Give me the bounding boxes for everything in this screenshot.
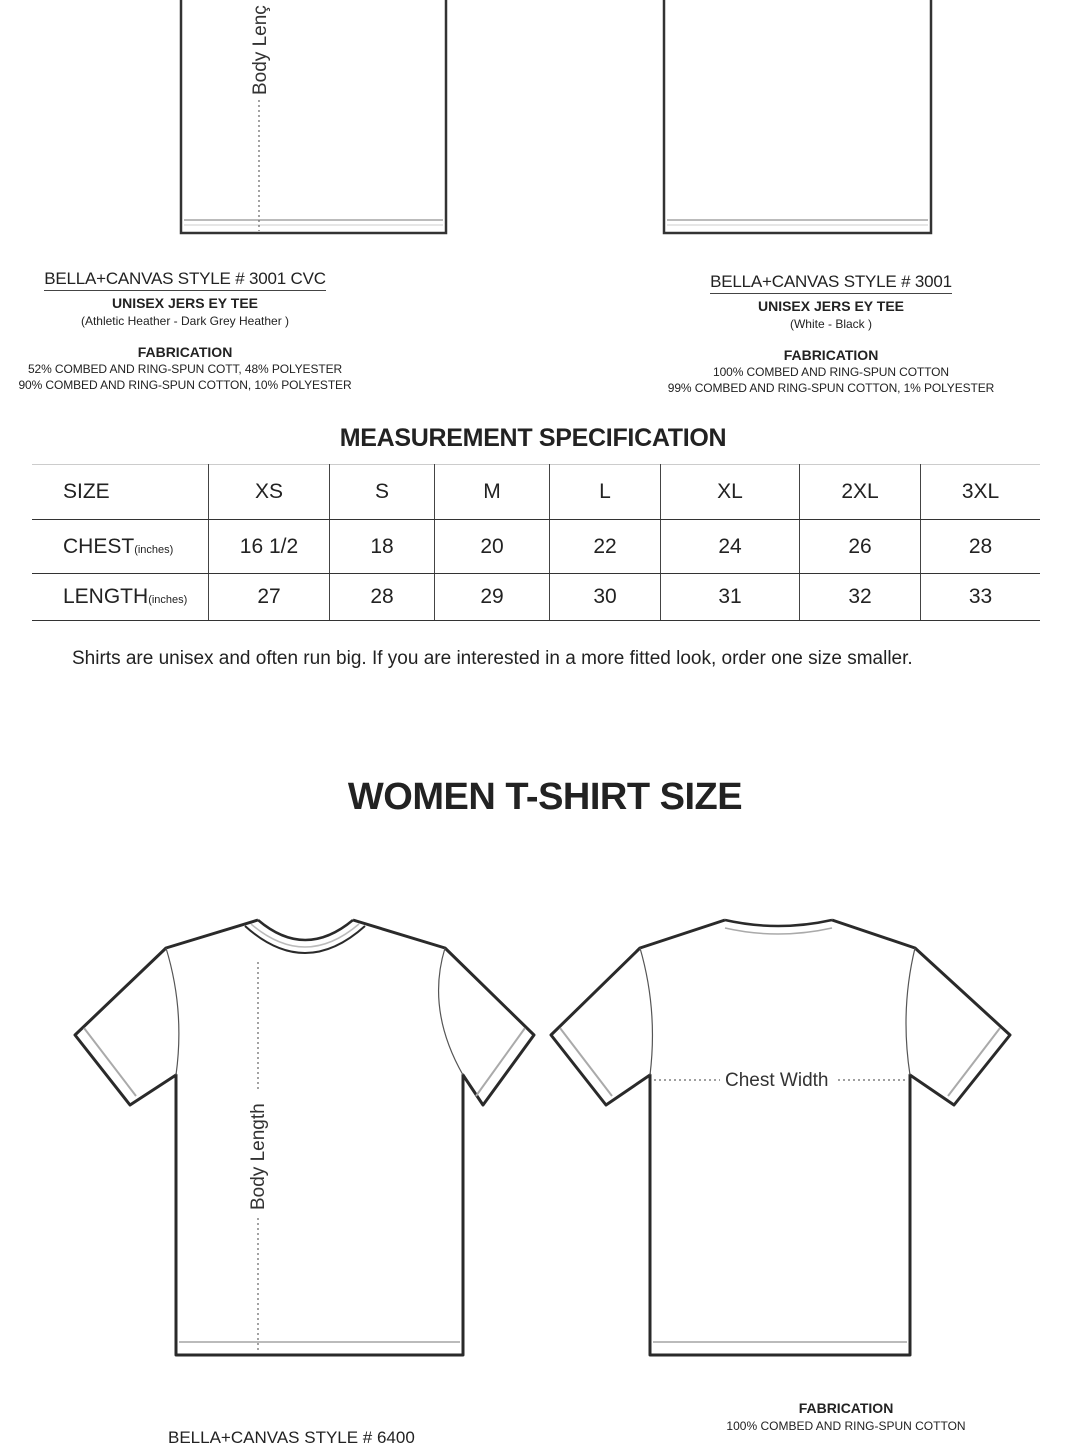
style-right-title: BELLA+CANVAS STYLE # 3001 [710,272,952,294]
style-left-fabrication-title: FABRICATION [137,344,233,360]
women-fabrication-title: FABRICATION [798,1400,894,1416]
length-label: LENGTH [63,585,149,608]
top-right-shirt-drawing [0,0,1080,250]
length-cell: 29 [435,574,550,621]
women-fabrication-line: 100% COMBED AND RING-SPUN COTTON [726,1419,966,1433]
length-row-label [32,574,209,621]
chest-row-label [32,520,209,574]
style-left-colors: (Athletic Heather - Dark Grey Heather ) [80,314,290,328]
length-cell: 32 [800,574,921,621]
measurement-spec-title: MEASUREMENT SPECIFICATION [339,424,727,452]
length-cell: 30 [550,574,661,621]
chest-unit: (inches) [134,543,174,556]
women-back-shirt-drawing [0,900,1080,1370]
chest-label: CHEST [63,534,135,558]
style-left-fabrication-line: 90% COMBED AND RING-SPUN COTTON, 10% POLYESTER [18,378,352,392]
chest-cell: 22 [550,520,661,574]
style-left-title: BELLA+CANVAS STYLE # 3001 CVC [44,269,326,291]
size-cell: S [330,465,435,520]
chest-cell: 24 [661,520,800,574]
length-unit: (inches) [148,594,188,606]
chest-cell: 28 [921,520,1041,574]
size-cell: 2XL [800,465,921,520]
body-length-text: Body Length [248,1103,269,1210]
table-row-chest [32,520,1040,574]
measurement-table [32,464,1040,621]
chest-cell: 16 1/2 [209,520,330,574]
chest-width-text: Chest Width [725,1070,829,1091]
length-cell: 31 [661,574,800,621]
size-cell: 3XL [921,465,1041,520]
women-left-style-title: BELLA+CANVAS STYLE # 6400 [168,1428,415,1447]
chest-cell: 20 [435,520,550,574]
style-right-colors: (White - Black ) [789,317,872,331]
size-cell: XS [209,465,330,520]
size-cell: M [435,465,550,520]
size-header-label: SIZE [32,465,209,520]
chest-cell: 18 [330,520,435,574]
style-right-fabrication-title: FABRICATION [783,347,879,363]
chest-cell: 26 [800,520,921,574]
table-row-length [32,574,1040,621]
size-cell: L [550,465,661,520]
style-right-info [656,272,1006,395]
size-cell: XL [661,465,800,520]
length-cell: 33 [921,574,1041,621]
style-right-subtitle: UNISEX JERS EY TEE [757,298,904,314]
style-left-subtitle: UNISEX JERS EY TEE [111,295,258,311]
table-row-sizes [32,465,1040,520]
women-back-chest-width-label [720,1064,850,1098]
top-left-body-length-text: Body Lenç [250,5,271,95]
sizing-note: Shirts are unisex and often run big. If you are interested in a more fitted look, order one size smaller. [72,648,913,669]
style-left-fabrication-line: 52% COMBED AND RING-SPUN COTT, 48% POLYESTER [27,362,343,376]
length-cell: 28 [330,574,435,621]
style-right-fabrication-line: 100% COMBED AND RING-SPUN COTTON [713,365,949,379]
style-left-info [10,269,360,392]
length-cell: 27 [209,574,330,621]
women-section-title: WOMEN T-SHIRT SIZE [347,776,743,818]
style-right-fabrication-line: 99% COMBED AND RING-SPUN COTTON, 1% POLYESTER [667,381,995,395]
